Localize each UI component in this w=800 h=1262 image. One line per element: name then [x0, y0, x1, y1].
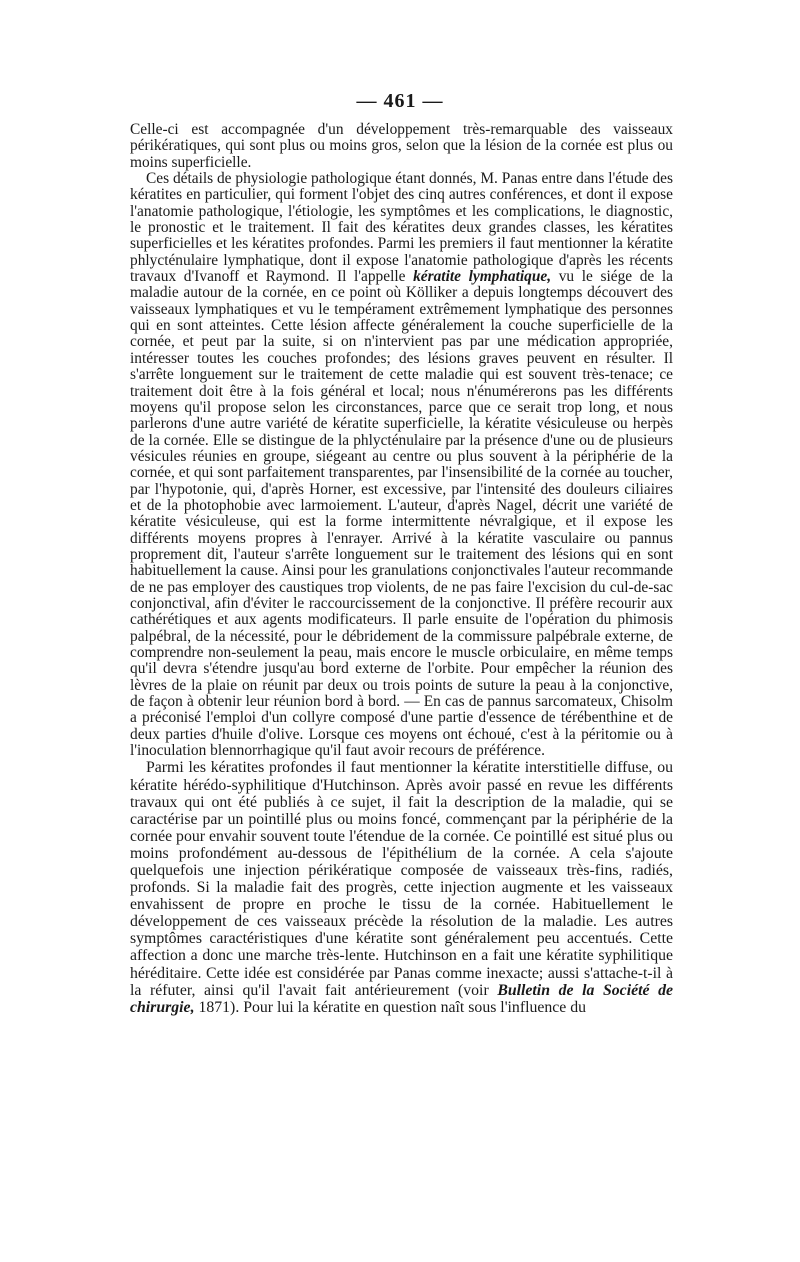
paragraph-3-text-a: Parmi les kératites profondes il faut mentionner la kératite interstitielle diffuse, ou kératite hérédo-syphilitique d'Hutchinson. Après avoir passé en revue les différents travaux qui ont été publiés à ce sujet, il fait la description de la maladie, qui se caractérise par un pointillé plus ou moins foncé, commençant par la périphérie de la cornée pour envahir souvent toute l'étendue de la cornée. Ce pointillé est situé plus ou moins profondément au-dessous de l'épithélium de la cornée. A cela s'ajoute quelquefois une injection périkératique composée de vaisseaux très-fins, radiés, profonds. Si la maladie fait des progrès, cette injection augmente et les vaisseaux envahissent de propre en proche le tissu de la cornée. Habituellement le développement de ces vaisseaux précède la résolution de la maladie. Les autres symptômes caractéristiques d'une kératite sont généralement peu accentués. Cette affection a donc une marche très-lente. Hutchinson en a fait une kératite syphilitique héréditaire. Cette idée est considérée par Panas comme inexacte; aussi s'attache-t-il à la réfuter, ainsi qu'il l'avait fait antérieurement (voir: [130, 759, 673, 999]
paragraph-2-italic-term: kératite lymphatique,: [413, 268, 552, 286]
paragraph-1: [130, 122, 673, 171]
paragraph-2: [130, 171, 673, 759]
paragraph-2-text-a: Ces détails de physiologie pathologique étant donnés, M. Panas entre dans l'étude des kératites en particulier, qui forment l'objet des cinq autres conférences, et dont il expose l'anatomie pathologique, l'étiologie, les symptômes et les complications, le diagnostic, le pronostic et le traitement. Il fait des kératites deux grandes classes, les kératites superficielles et les kératites profondes. Parmi les premiers il faut mentionner la kératite phlycténulaire lymphatique, dont il expose l'anatomie pathologique d'après les récents travaux d'Ivanoff et Raymond. Il l'appelle: [130, 170, 673, 286]
body-text: [130, 122, 673, 1016]
paragraph-3-italic-citation: Bulletin de la Société de chirurgie,: [130, 981, 674, 1016]
paragraph-3: [130, 759, 673, 1015]
paragraph-1-text: Celle-ci est accompagnée d'un développement très-remarquable des vaisseaux périkératiques, qui sont plus ou moins gros, selon que la lésion de la cornée est plus ou moins superficielle.: [130, 121, 673, 171]
paragraph-2-text-b: vu le siége de la maladie autour de la cornée, en ce point où Kölliker a depuis longtemps découvert des vaisseaux lymphatiques et vu le tempérament extrêmement lymphatique des personnes qui en sont atteintes. Cette lésion affecte généralement la couche superficielle de la cornée, et peut par la suite, si on n'intervient pas par une médication appropriée, intéresser toutes les couches profondes; des lésions graves peuvent en résulter. Il s'arrête longuement sur le traitement de cette maladie qui est souvent très-tenace; ce traitement doit être à la fois général et local; nous n'énumérerons pas les différents moyens qu'il propose selon les circonstances, parce que ce serait trop long, et nous parlerons d'une autre variété de kératite superficielle, la kératite vésiculeuse ou herpès de la cornée. Elle se distingue de la phlycténulaire par la présence d'une ou de plusieurs vésicules réunies en groupe, siégeant au centre ou plus souvent à la périphérie de la cornée, et qui sont parfaitement transparentes, par l'insensibilité de la cornée au toucher, par l'hypotonie, qui, d'après Horner, est excessive, par l'intensité des douleurs ciliaires et de la photophobie avec larmoiement. L'auteur, d'après Nagel, décrit une variété de kératite vésiculeuse, qui est la forme intermittente névralgique, et il expose les différents moyens propres à l'enrayer. Arrivé à la kératite vasculaire ou pannus proprement dit, l'auteur s'arrête longuement sur le traitement des lésions qui en sont habituellement la cause. Ainsi pour les granulations conjonctivales l'auteur recommande de ne pas employer des caustiques trop violents, de ne pas faire l'excision du cul-de-sac conjonctival, afin d'éviter le raccourcissement de la conjonctive. Il préfère recourir aux cathérétiques et aux agents modificateurs. Il parle ensuite de l'opération du phimosis palpébral, de la nécessité, pour le débridement de la commissure palpébrale externe, de comprendre non-seulement la peau, mais encore le muscle orbiculaire, en même temps qu'il devra s'étendre jusqu'au bord externe de l'orbite. Pour empêcher la réunion des lèvres de la plaie on réunit par deux ou trois points de suture la peau à la conjonctive, de façon à obtenir leur réunion bord à bord. — En cas de pannus sarcomateux, Chisolm a préconisé l'emploi d'un collyre composé d'une partie d'essence de térébenthine et de deux parties d'huile d'olive. Lorsque ces moyens ont échoué, c'est à la péritomie ou à l'inoculation blennorrhagique qu'il faut avoir recours de préférence.: [130, 268, 673, 760]
paragraph-3-text-b: 1871). Pour lui la kératite en question naît sous l'influence du: [194, 998, 587, 1016]
page-number: — 461 —: [356, 90, 444, 112]
